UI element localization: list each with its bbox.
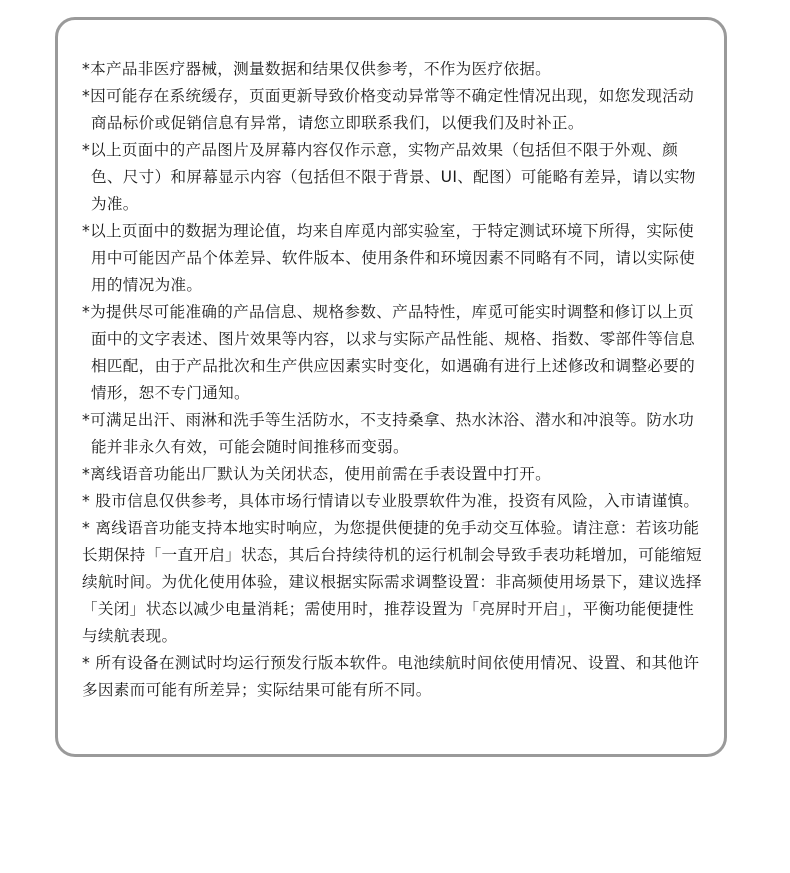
- disclaimer-item-battery-test: * 所有设备在测试时均运行预发行版本软件。电池续航时间依使用情况、设置、和其他许多因素而可能有所差异；实际结果可能有所不同。: [82, 654, 700, 699]
- disclaimer-item-offline-voice-default: *离线语音功能出厂默认为关闭状态，使用前需在手表设置中打开。: [82, 465, 552, 483]
- disclaimer-item-water-resistance: *可满足出汗、雨淋和洗手等生活防水，不支持桑拿、热水沐浴、潜水和冲浪等。防水功能并非永久有效，可能会随时间推移而变弱。: [82, 411, 695, 456]
- disclaimer-item-offline-voice-power: * 离线语音功能支持本地实时响应，为您提供便捷的免手动交互体验。请注意：若该功能长期保持「一直开启」状态，其后台持续待机的运行机制会导致手表功耗增加，可能缩短续航时间。为优化使用体验，建议根据实际需求调整设置：非高频使用场景下，建议选择「关闭」状态以减少电量消耗；需使用时，推荐设置为「亮屏时开启」，平衡功能便捷性与续航表现。: [82, 519, 702, 645]
- disclaimer-item-spec-revision: *为提供尽可能准确的产品信息、规格参数、产品特性，库觅可能实时调整和修订以上页面中的文字表述、图片效果等内容，以求与实际产品性能、规格、指数、零部件等信息相匹配，由于产品批次和生产供应因素实时变化，如遇确有进行上述修改和调整必要的情形，恕不专门通知。: [82, 303, 695, 402]
- disclaimer-item-lab-data: *以上页面中的数据为理论值，均来自库觅内部实验室，于特定测试环境下所得，实际使用中可能因产品个体差异、软件版本、使用条件和环境因素不同略有不同，请以实际使用的情况为准。: [82, 222, 695, 294]
- disclaimer-item-stock-info: * 股市信息仅供参考，具体市场行情请以专业股票软件为准，投资有风险，入市请谨慎。: [82, 492, 700, 510]
- disclaimer-list: [82, 56, 706, 704]
- disclaimer-item-medical: *本产品非医疗器械，测量数据和结果仅供参考，不作为医疗依据。: [82, 60, 552, 78]
- disclaimer-item-images: *以上页面中的产品图片及屏幕内容仅作示意，实物产品效果（包括但不限于外观、颜色、尺寸）和屏幕显示内容（包括但不限于背景、UI、配图）可能略有差异，请以实物为准。: [82, 141, 696, 213]
- disclaimer-card: [55, 17, 727, 757]
- disclaimer-item-price-cache: *因可能存在系统缓存，页面更新导致价格变动异常等不确定性情况出现，如您发现活动商品标价或促销信息有异常，请您立即联系我们，以便我们及时补正。: [82, 87, 695, 132]
